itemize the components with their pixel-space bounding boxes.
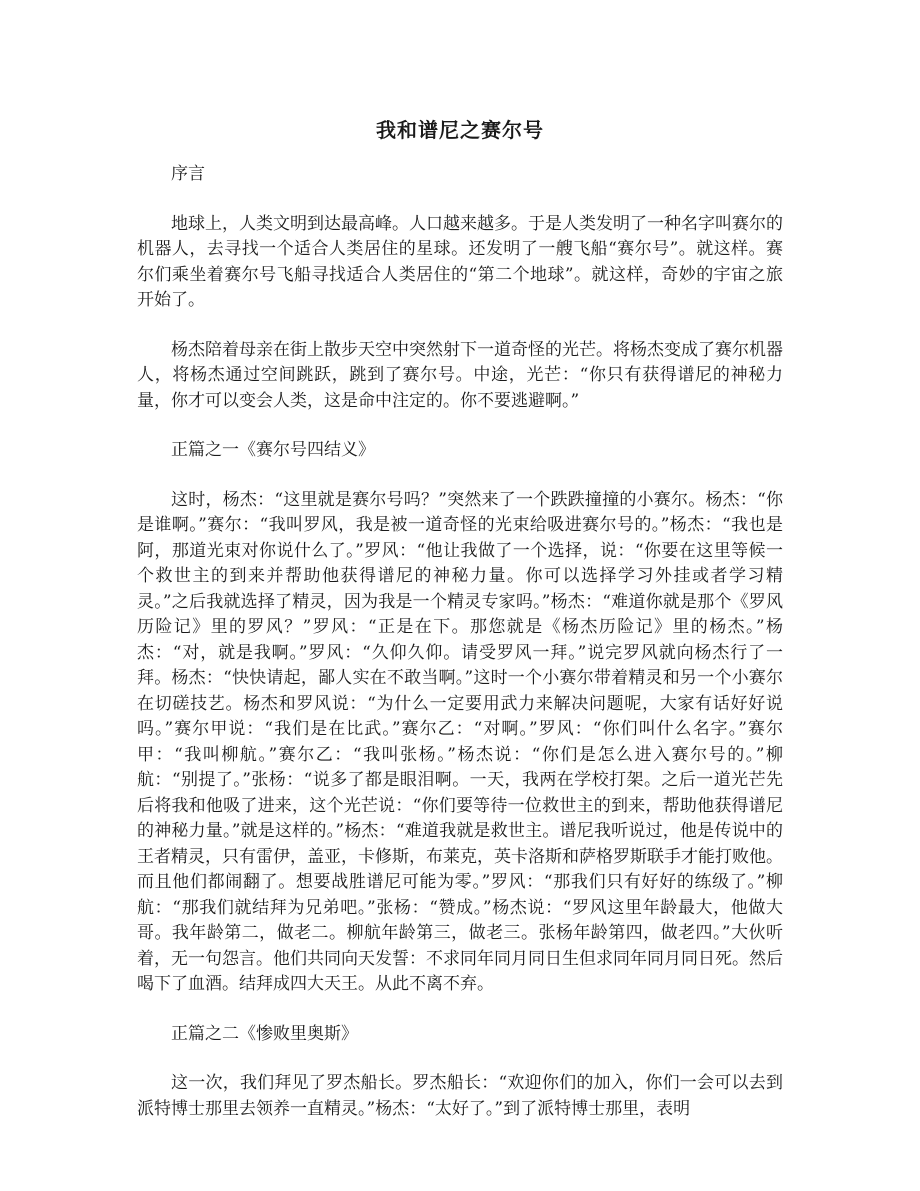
paragraph: 杨杰陪着母亲在街上散步天空中突然射下一道奇怪的光芒。将杨杰变成了赛尔机器人，将杨杰通过空间跳跃，跳到了赛尔号。中途，光芒：“你只有获得谱尼的神秘力量，你才可以变会人类，这是命中注定的。你不要逃避啊。” [137,339,783,411]
paragraph: 这一次，我们拜见了罗杰船长。罗杰船长：“欢迎你们的加入，你们一会可以去到派特博士那里去领养一直精灵。”杨杰：“太好了。”到了派特博士那里，表明 [137,1073,783,1119]
section-heading-preface: 序言 [171,164,205,184]
section-heading-chapter-1: 正篇之一《赛尔号四结义》 [171,440,375,460]
paragraph: 地球上，人类文明到达最高峰。人口越来越多。于是人类发明了一种名字叫赛尔的机器人，去寻找一个适合人类居住的星球。还发明了一艘飞船“赛尔号”。就这样。赛尔们乘坐着赛尔号飞船寻找适合人类居住的“第二个地球”。就这样，奇妙的宇宙之旅开始了。 [137,213,783,310]
paragraph: 这时，杨杰：“这里就是赛尔号吗？”突然来了一个跌跌撞撞的小赛尔。杨杰：“你是谁啊。”赛尔：“我叫罗风，我是被一道奇怪的光束给吸进赛尔号的。”杨杰：“我也是阿，那道光束对你说什么了。”罗风：“他让我做了一个选择，说：“你要在这里等候一个救世主的到来并帮助他获得谱尼的神秘力量。你可以选择学习外挂或者学习精灵。”之后我就选择了精灵，因为我是一个精灵专家吗。”杨杰：“难道你就是那个《罗风历险记》里的罗风？”罗风：“正是在下。那您就是《杨杰历险记》里的杨杰。”杨杰：“对，就是我啊。”罗风：“久仰久仰。请受罗风一拜。”说完罗风就向杨杰行了一拜。杨杰：“快快请起，鄙人实在不敢当啊。”这时一个小赛尔带着精灵和另一个小赛尔在切磋技艺。杨杰和罗风说：“为什么一定要用武力来解决问题呢，大家有话好好说吗。”赛尔甲说：“我们是在比武。”赛尔乙：“对啊。”罗风：“你们叫什么名字。”赛尔甲：“我叫柳航。”赛尔乙：“我叫张杨。”杨杰说：“你们是怎么进入赛尔号的。”柳航：“别提了。”张杨：“说多了都是眼泪啊。一天，我两在学校打架。之后一道光芒先后将我和他吸了进来，这个光芒说：“你们要等待一位救世主的到来，帮助他获得谱尼的神秘力量。”就是这样的。”杨杰：“难道我就是救世主。谱尼我听说过，他是传说中的王者精灵，只有雷伊，盖亚，卡修斯，布莱克，英卡洛斯和萨格罗斯联手才能打败他。而且他们都闹翻了。想要战胜谱尼可能为零。”罗风：“那我们只有好好的练级了。”柳航：“那我们就结拜为兄弟吧。”张杨：“赞成。”杨杰说：“罗风这里年龄最大，他做大哥。我年龄第二，做老二。柳航年龄第三，做老三。张杨年龄第四，做老四。”大伙听着，无一句怨言。他们共同向天发誓：不求同年同月同日生但求同年同月同日死。然后喝下了血酒。结拜成四大天王。从此不离不弃。 [137,489,783,994]
document-body [137,162,783,1146]
document-title: 我和谱尼之赛尔号 [376,118,544,142]
section-heading-chapter-2: 正篇之二《惨败里奥斯》 [171,1023,358,1044]
